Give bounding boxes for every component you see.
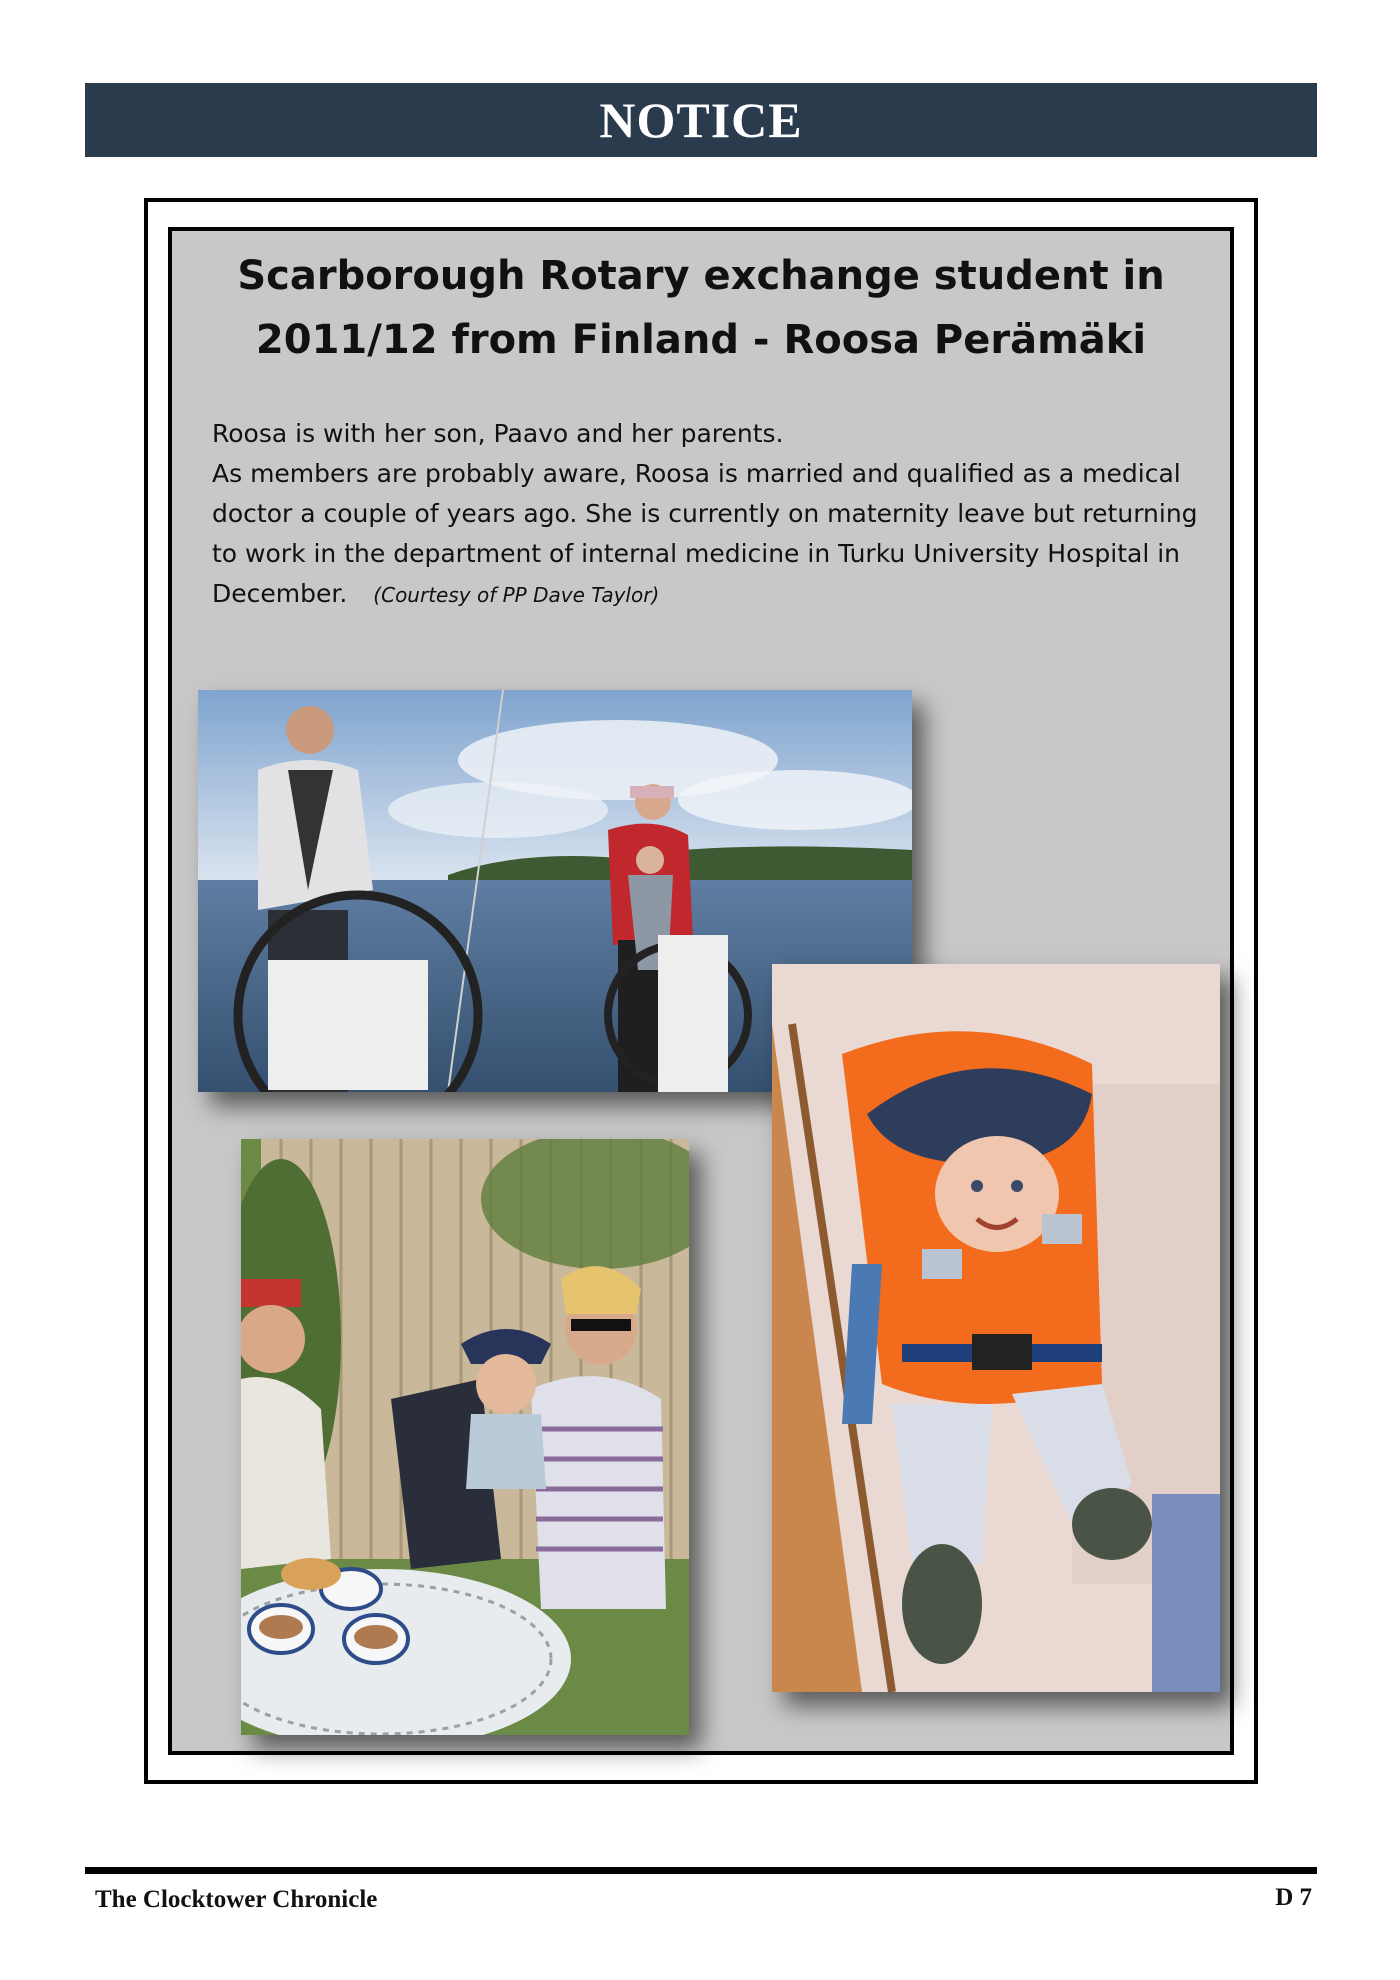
banner-title: NOTICE (599, 92, 803, 148)
paragraph-2-text: As members are probably aware, Roosa is married and qualified as a medical doctor a couple of years ago. She is currently on maternity leave but returning to work in the department of internal medicine in Turku University Hospital in December. (212, 459, 1198, 608)
article-headline (200, 244, 1202, 372)
article-paragraph-1: Roosa is with her son, Paavo and her parents. (212, 419, 784, 448)
headline-line-1: Scarborough Rotary exchange student in (237, 253, 1165, 299)
footer-rule (85, 1867, 1317, 1874)
article-body (212, 414, 1212, 615)
publication-name: The Clocktower Chronicle (95, 1886, 378, 1913)
garden-scene-image (241, 1139, 689, 1735)
baby-lifejacket-photo (772, 964, 1220, 1692)
notice-banner (85, 83, 1317, 157)
baby-lifejacket-image (772, 964, 1220, 1692)
photo-credit: (Courtesy of PP Dave Taylor) (373, 583, 660, 607)
page-number: D 7 (1275, 1884, 1312, 1911)
garden-photo (241, 1139, 689, 1735)
article-paragraph-2 (212, 454, 1212, 615)
headline-line-2: 2011/12 from Finland - Roosa Perämäki (255, 317, 1147, 363)
